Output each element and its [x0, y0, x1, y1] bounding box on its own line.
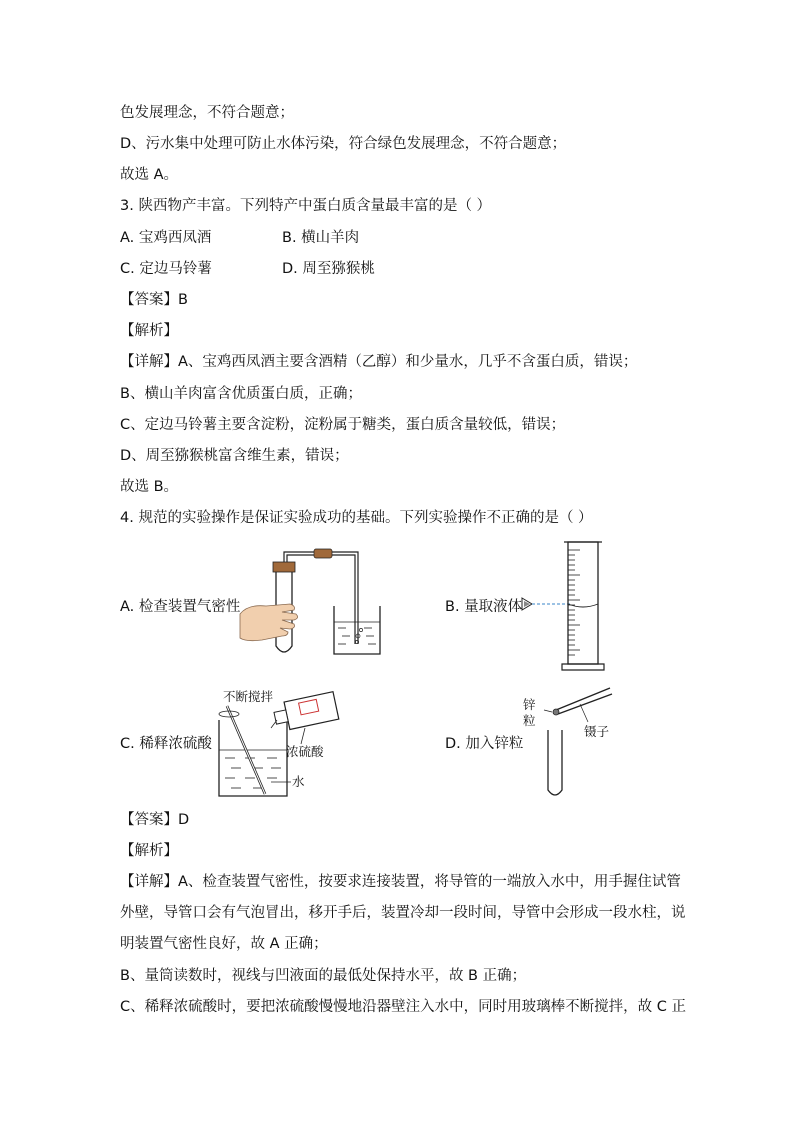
question-4: 4. 规范的实验操作是保证实验成功的基础。下列实验操作不正确的是（ ） — [120, 510, 593, 526]
q4-option-d: D. 加入锌粒 — [445, 736, 524, 752]
analysis-heading: 【解析】 — [120, 843, 178, 859]
text-line: B、量筒读数时，视线与凹液面的最低处保持水平，故 B 正确； — [120, 968, 527, 984]
q4-option-b: B. 量取液体 — [445, 599, 523, 615]
answer: 【答案】D — [120, 812, 190, 828]
text-line: D、污水集中处理可防止水体污染，符合绿色发展理念，不符合题意； — [120, 136, 567, 152]
label-acid: 浓硫酸 — [286, 744, 324, 759]
label-stir: 不断搅拌 — [223, 689, 274, 704]
text-line: 故选 A。 — [120, 167, 179, 183]
text-line: C、稀释浓硫酸时，要把浓硫酸慢慢地沿器壁注入水中，同时用玻璃棒不断搅拌，故 C 正 — [120, 999, 686, 1015]
text-line: B、横山羊肉富含优质蛋白质，正确； — [120, 386, 362, 402]
airtightness-check-diagram — [238, 548, 398, 660]
label-tweezers: 镊子 — [584, 724, 610, 739]
q3-option-b: B. 横山羊肉 — [282, 230, 360, 246]
label-zinc-2: 粒 — [523, 713, 536, 728]
text-line: 外壁，导管口会有气泡冒出，移开手后，装置冷却一段时间，导管中会形成一段水柱，说 — [120, 905, 686, 921]
answer: 【答案】B — [120, 292, 188, 308]
text-line: 故选 B。 — [120, 479, 179, 495]
q4-option-a: A. 检查装置气密性 — [120, 599, 241, 615]
q3-option-c: C. 定边马铃薯 — [120, 261, 212, 277]
graduated-cylinder-diagram — [518, 538, 608, 673]
text-line: C、定边马铃薯主要含淀粉，淀粉属于糖类，蛋白质含量较低，错误； — [120, 417, 566, 433]
text-line: 【详解】A、宝鸡西凤酒主要含酒精（乙醇）和少量水，几乎不含蛋白质，错误； — [120, 354, 638, 370]
q4-option-c: C. 稀释浓硫酸 — [120, 736, 212, 752]
analysis-heading: 【解析】 — [120, 323, 178, 339]
text-line: D、周至猕猴桃富含维生素，错误； — [120, 448, 349, 464]
label-water: 水 — [292, 774, 305, 789]
text-line: 【详解】A、检查装置气密性，按要求连接装置，将导管的一端放入水中，用手握住试管 — [120, 874, 681, 890]
question-3: 3. 陕西物产丰富。下列特产中蛋白质含量最丰富的是（ ） — [120, 198, 492, 214]
q3-option-d: D. 周至猕猴桃 — [282, 261, 375, 277]
q3-option-a: A. 宝鸡西凤酒 — [120, 230, 212, 246]
label-zinc-1: 锌 — [523, 697, 536, 712]
text-line: 明装置气密性良好，故 A 正确； — [120, 936, 328, 952]
add-zinc-diagram — [530, 682, 620, 802]
text-line: 色发展理念，不符合题意； — [120, 105, 294, 121]
